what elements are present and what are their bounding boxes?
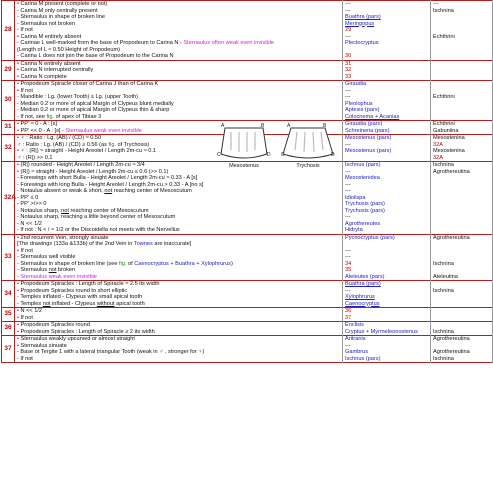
text-segment: • <box>17 127 21 134</box>
couplet-description <box>15 308 343 322</box>
text-segment: without <box>96 300 115 307</box>
genus-result <box>343 308 431 322</box>
couplet-description <box>15 281 343 308</box>
genus-result-line <box>345 329 428 336</box>
figure-label-a: A <box>221 123 225 129</box>
text-segment: • <box>17 168 21 175</box>
key-couplet-row <box>2 322 493 336</box>
text-segment[interactable]: Aritranis <box>345 336 366 342</box>
subtribe-result <box>431 322 493 336</box>
text-segment: - Sternaulus <box>17 267 49 273</box>
key-couplet-row <box>2 308 493 322</box>
subtribe-result <box>431 81 493 121</box>
figure-label-b: B <box>323 123 327 129</box>
text-segment: fig. <box>46 113 55 120</box>
text-segment: 30 <box>345 53 352 59</box>
couplet-description <box>15 162 343 235</box>
text-segment: inflated - Clypeus <box>50 300 97 307</box>
figure-caption-trychosis: Trychosis <box>296 163 320 169</box>
subtribe-result-line <box>433 94 490 101</box>
text-segment[interactable]: Mesostenidea <box>345 175 380 181</box>
text-segment: • <box>17 73 21 80</box>
key-couplet-row <box>2 234 493 281</box>
text-segment: Sternaulus sinuate <box>20 342 67 349</box>
text-segment: Echthrini <box>433 33 455 40</box>
text-segment: • <box>17 247 21 254</box>
figure-caption-mesostenus: Mesostenus <box>229 163 259 169</box>
figure-label-d: D <box>267 152 271 158</box>
text-segment: 31 <box>345 60 352 67</box>
couplet-number: 30 <box>2 81 15 121</box>
key-couplet-row <box>2 121 493 135</box>
text-segment: - PP' >/>> 0 <box>17 201 47 207</box>
text-segment: apical tooth <box>114 300 145 307</box>
couplet-description-line <box>17 114 340 121</box>
text-segment: - Median 0.2 or more of apical Margin of Clypeus thin & sharp <box>17 107 170 113</box>
text-segment: • <box>17 342 21 349</box>
mesostenus-areolet-drawing <box>217 124 271 170</box>
text-segment: Propodeum Spiracles : Length of Spiracle ≥ 2 its width <box>20 328 155 335</box>
subtribe-result <box>431 60 493 81</box>
text-segment: - PP' ≤ 0 <box>17 194 39 201</box>
text-segment: • <box>17 314 21 321</box>
subtribe-result <box>431 1 493 61</box>
text-segment: • <box>17 121 21 127</box>
text-segment[interactable]: Gambrus <box>345 349 369 355</box>
text-segment[interactable]: Caenocryptus <box>345 300 380 307</box>
couplet-description-line <box>17 315 340 322</box>
couplet-description <box>15 81 343 121</box>
text-segment: ) <box>230 260 233 267</box>
text-segment: Mesostenina <box>433 135 465 141</box>
text-segment: Carina N interrupted centrally <box>20 67 94 73</box>
subtribe-result <box>431 308 493 322</box>
text-segment: - Sternaulus not broken <box>17 20 76 27</box>
text-segment: Ateleutina <box>433 273 458 280</box>
subtribe-result <box>431 135 493 162</box>
text-segment[interactable]: Enclisis <box>345 322 364 328</box>
text-segment: - Sternaulus well visible <box>17 254 76 260</box>
text-segment[interactable]: Agrothereutes <box>345 220 381 227</box>
subtribe-result-line <box>433 34 490 41</box>
text-segment: • <box>17 1 21 7</box>
genus-result-line <box>345 315 428 322</box>
text-segment: - Carinae L well-marked from the base of Propodeum to Carina N - <box>17 40 184 46</box>
text-segment: Sternaulus weak even invisible <box>65 127 142 134</box>
text-segment: --- <box>345 141 351 148</box>
text-segment: • <box>17 308 21 314</box>
text-segment: - Forewings with short Bulla - Height Areolet / Length 2m-cu ≈ 0.33 - A [s] <box>17 175 198 181</box>
couplet-number: 32A <box>2 162 15 235</box>
genus-result-line <box>345 53 428 60</box>
text-segment: Sternaulus weakly upcurved or almost straight <box>20 336 135 342</box>
key-couplet-row <box>2 81 493 121</box>
text-segment[interactable]: Ischnus (pars) <box>345 162 381 168</box>
text-segment: Propodeum Spiracle closer of Carina J than of Carina K <box>20 81 159 87</box>
text-segment: If not <box>20 247 33 254</box>
figure-label-c: C <box>281 152 285 158</box>
text-segment: - Carina L does not join the base of Propodeum to the Carina N <box>17 53 174 59</box>
text-segment: - Notaulus sharp, <box>17 207 62 214</box>
text-segment: • <box>17 322 21 328</box>
text-segment: --- <box>345 247 351 254</box>
genus-result <box>343 322 431 336</box>
genus-result <box>343 81 431 121</box>
couplet-description-line <box>17 227 340 234</box>
text-segment: If not <box>20 87 33 94</box>
text-segment: (R|) ≈ straight - Height Areolet / Length 2m-cu ≤ 0.6 (>> 0.1) <box>20 168 169 175</box>
subtribe-result-line <box>433 329 490 336</box>
text-segment: Carina M entirely absent <box>20 33 82 40</box>
subtribe-result-line <box>433 288 490 295</box>
text-segment: fig. <box>119 260 127 267</box>
text-segment[interactable]: Ischnus (pars) <box>345 355 381 362</box>
text-segment: Ischnina <box>433 162 454 168</box>
text-segment: (R|) rounded - Height Areolet / Length 2m-cu ≈ 3/4 <box>20 162 145 168</box>
text-segment: --- <box>345 254 351 260</box>
text-segment: not <box>104 188 113 194</box>
text-segment: - If not <box>17 355 33 362</box>
genus-result-line <box>345 74 428 81</box>
text-segment: - Sternaulus in shape of broken line <box>17 14 106 20</box>
genus-result <box>343 1 431 61</box>
key-couplet-row <box>2 1 493 61</box>
genus-result <box>343 162 431 235</box>
text-segment[interactable]: Caenocryptus + Buathra + Xylophrurus <box>134 260 231 267</box>
text-segment: 33 <box>345 73 352 80</box>
genus-result-line <box>345 274 428 281</box>
genus-result-line <box>345 301 428 308</box>
text-segment: Agrothereutina <box>433 168 470 175</box>
text-segment: 32A <box>433 154 443 161</box>
text-segment: - Mandible : Lg. (lower Tooth) ≤ Lg. (upper Tooth) <box>17 94 139 100</box>
text-segment: PP' ≈ 0 - A : [s] <box>20 121 57 127</box>
text-segment: Echthrini <box>433 94 455 100</box>
text-segment: - Sternaulus in shape of broken line (see <box>17 260 119 267</box>
subtribe-result-line <box>433 128 490 135</box>
text-segment: ♂ : Ratio : Lg. (AB) / (CD) ≥ 0.56 (as <box>17 141 109 148</box>
text-segment[interactable]: Giraudia (pars) <box>345 121 383 127</box>
text-segment: • <box>17 87 21 94</box>
genus-result-line <box>345 114 428 121</box>
text-segment: - Median 0.2 or more of apical Margin of Clypeus blunt medially <box>17 100 174 107</box>
text-segment[interactable]: Aptesis (pars) <box>345 107 380 113</box>
text-segment: Ischnina <box>433 7 454 14</box>
couplet-description <box>15 322 343 336</box>
text-segment: • <box>17 234 21 241</box>
text-segment: reaching center of Mesoscutum <box>68 207 149 214</box>
subtribe-result-line <box>433 169 490 176</box>
text-segment: 36 <box>345 308 352 314</box>
text-segment: not <box>42 300 51 307</box>
text-segment[interactable]: Pycnocryptus (pars) <box>345 234 395 241</box>
text-segment: --- <box>345 1 351 7</box>
text-segment: • <box>17 81 21 87</box>
text-segment: --- <box>345 33 351 40</box>
text-segment: ♀ : (R|) ≈ straight - Height Areolet / Length 2m-cu ≈ 0.1 <box>20 148 157 154</box>
text-segment: • <box>17 281 21 287</box>
text-segment: --- <box>345 87 351 94</box>
text-segment: --- <box>345 168 351 175</box>
text-segment: - Base ot Tergite 1 with a lateral triangular Tooth (weak in ♂ , stronger for ♀) <box>17 349 205 355</box>
text-segment: - Forewings with long Bulla - Height Areolet / Length 2m-cu > 0.33 - A [no s] <box>17 181 204 188</box>
text-segment: - Notaulus sharp, reaching a little beyond center of Mesoscutum <box>17 214 176 220</box>
text-segment: • <box>17 67 21 73</box>
text-segment: - If not <box>17 27 33 33</box>
trychosis-wing-icon <box>281 124 335 162</box>
text-segment: of <box>126 260 135 267</box>
text-segment[interactable]: Cryptus + Myrmeleonostenus <box>345 328 418 335</box>
text-segment: Carina N entirely absent <box>20 60 81 67</box>
text-segment: 32 <box>345 67 352 73</box>
text-segment: fig. <box>108 141 116 148</box>
text-segment: Propodeum Spiracles : Length of Spiracle ≈ 2.5 its width <box>20 281 160 287</box>
text-segment: --- <box>345 287 351 294</box>
text-segment: • <box>17 60 21 67</box>
text-segment: - Temples <box>17 300 43 307</box>
text-segment: - Notaulus absent or weak & short, <box>17 188 105 194</box>
text-segment[interactable]: Meringopus <box>345 20 375 27</box>
genus-result-line <box>345 128 428 135</box>
text-segment: - Temples inflated - Clypeus with small apical tooth <box>17 294 143 300</box>
couplet-number: 32 <box>2 135 15 162</box>
figure-label-c: C <box>217 152 221 158</box>
subtribe-result <box>431 162 493 235</box>
text-segment: Propodeum Spiracles round <box>20 322 90 328</box>
couplet-number: 31 <box>2 121 15 135</box>
text-segment[interactable]: Idiolispa <box>345 194 366 201</box>
text-segment: N << 1/2 <box>20 308 42 314</box>
genus-result-line <box>345 155 428 162</box>
figure-label-b: B <box>261 123 265 129</box>
text-segment: 37 <box>345 314 352 321</box>
trychosis-areolet-drawing <box>281 124 335 170</box>
text-segment: not <box>61 207 69 214</box>
figure-holder <box>211 124 335 170</box>
text-segment: reaching center of Mesoscutum <box>112 188 192 194</box>
text-segment[interactable]: Xylophrurus <box>345 294 375 300</box>
text-segment[interactable]: Plectocryptus <box>345 40 379 46</box>
text-segment[interactable]: Townes <box>133 241 153 247</box>
couplet-description-line <box>17 74 340 81</box>
text-segment: Carina M present (complete or not) <box>20 1 108 7</box>
subtribe-result-line <box>433 356 490 363</box>
subtribe-result-line <box>433 155 490 162</box>
text-segment: --- <box>345 214 351 220</box>
text-segment: - If not, see <box>17 113 47 120</box>
genus-result-line <box>345 356 428 363</box>
text-segment: --- <box>345 94 351 100</box>
text-segment: Echthrini <box>433 121 455 127</box>
genus-result-line <box>345 227 428 234</box>
text-segment: Propodeum Spiracles round to short elliptic <box>20 287 128 294</box>
text-segment[interactable]: Buathra (pars) <box>345 281 381 287</box>
text-segment[interactable]: Trychosis (pars) <box>345 201 385 207</box>
text-segment: --- <box>345 188 351 194</box>
couplet-description-line <box>17 301 340 308</box>
genus-result <box>343 336 431 363</box>
text-segment: Ischnina <box>433 328 454 335</box>
text-segment[interactable]: Giraudia <box>345 81 367 87</box>
text-segment: Mesostenina <box>433 148 465 154</box>
text-segment: are inaccurate] <box>152 241 192 247</box>
couplet-number: 34 <box>2 281 15 308</box>
genus-result <box>343 121 431 135</box>
text-segment: • <box>17 148 21 154</box>
text-segment: (Length of L ≈ 0.50 Height of Propodeum) <box>17 46 120 53</box>
subtribe-result <box>431 336 493 363</box>
text-segment: Agrothereutina <box>433 349 470 355</box>
couplet-description-line <box>17 274 340 281</box>
text-segment: ♂ : (R|) >> 0.1 <box>17 154 53 161</box>
text-segment[interactable]: Ateleutes (pars) <box>345 273 385 280</box>
couplet-description <box>15 234 343 281</box>
subtribe-result <box>431 281 493 308</box>
text-segment: Agrothereutina <box>433 234 470 241</box>
text-segment: Gabuniina <box>433 127 459 134</box>
text-segment[interactable]: Schreineria (pars) <box>345 127 390 134</box>
subtribe-result <box>431 121 493 135</box>
text-segment: broken <box>56 267 76 273</box>
text-segment[interactable]: Mesostenus (pars) <box>345 135 392 141</box>
text-segment: --- <box>345 181 351 188</box>
text-segment: • <box>17 162 21 168</box>
couplet-description-line <box>17 329 340 336</box>
text-segment: - If not : N < / ≈ 1/2 or the Discoidella not meets with the Nervellus <box>17 227 180 233</box>
text-segment[interactable]: Pleolophus <box>345 100 373 107</box>
text-segment: Sternaulus weak even invisible <box>20 273 97 280</box>
couplet-number: 36 <box>2 322 15 336</box>
text-segment: of apex of Tibiae 3 <box>54 113 102 120</box>
text-segment: 2nd recurrent Vein, strongly sinuate <box>20 234 109 241</box>
text-segment: --- <box>345 7 351 14</box>
text-segment: --- <box>433 1 439 7</box>
key-couplet-row <box>2 336 493 363</box>
subtribe-result <box>431 234 493 281</box>
text-segment: not <box>48 267 57 273</box>
text-segment[interactable]: Mesostenus (pars) <box>345 148 392 154</box>
key-couplet-row <box>2 162 493 235</box>
text-segment: --- <box>345 342 351 349</box>
text-segment: • <box>17 287 21 294</box>
identification-key-table <box>1 0 493 363</box>
figure-label-a: A <box>287 123 291 129</box>
text-segment: • <box>17 328 21 335</box>
text-segment: Sternaulus often weak even invisible <box>183 40 274 46</box>
couplet-description <box>15 60 343 81</box>
text-segment: Carina N complete <box>20 73 67 80</box>
text-segment: PP' << 0 - A : [s] - <box>20 127 66 134</box>
text-segment[interactable]: Trychosis (pars) <box>345 207 385 214</box>
text-segment: • <box>17 336 21 342</box>
genus-result <box>343 60 431 81</box>
genus-result <box>343 135 431 162</box>
couplet-number: 29 <box>2 60 15 81</box>
text-segment[interactable]: Colocnema + Acanias <box>345 113 400 120</box>
text-segment: • <box>17 33 21 40</box>
couplet-number: 37 <box>2 336 15 363</box>
text-segment: 32A <box>433 141 443 148</box>
text-segment: 35 <box>345 267 352 273</box>
areolet-figure <box>211 124 335 170</box>
couplet-description <box>15 1 343 61</box>
text-segment: Agrothereutina <box>433 336 470 342</box>
text-segment[interactable]: Buathra (pars) <box>345 14 381 20</box>
text-segment: ♀ : Ratio : Lg. (AB) / (CD) ≈ 0.50 <box>20 135 102 141</box>
text-segment: - <box>17 273 21 280</box>
text-segment: Ischnina <box>433 287 454 294</box>
couplet-description <box>15 336 343 363</box>
couplet-description-line <box>17 53 340 60</box>
key-couplet-row <box>2 281 493 308</box>
text-segment: of Trychosis) <box>115 141 150 148</box>
genus-result <box>343 281 431 308</box>
text-segment: 34 <box>345 260 352 267</box>
text-segment[interactable]: Hidryta <box>345 227 363 233</box>
text-segment: Ischnina <box>433 355 454 362</box>
couplet-number: 35 <box>2 308 15 322</box>
text-segment: If not <box>20 314 33 321</box>
text-segment: - Carina M only centrally present <box>17 7 98 14</box>
figure-label-d: D <box>331 152 335 158</box>
subtribe-result-line <box>433 274 490 281</box>
text-segment: Ischnina <box>433 260 454 267</box>
couplet-number: 28 <box>2 1 15 61</box>
text-segment: • <box>17 135 21 141</box>
couplet-number: 33 <box>2 234 15 281</box>
mesostenus-wing-icon <box>217 124 271 162</box>
genus-result <box>343 234 431 281</box>
text-segment: 29 <box>345 27 352 33</box>
couplet-description-line <box>17 356 340 363</box>
key-couplet-row <box>2 60 493 81</box>
text-segment: [The drawings (133a &133b) of the 2nd Vein in <box>17 241 134 247</box>
text-segment: - N << 1/2 <box>17 220 42 227</box>
